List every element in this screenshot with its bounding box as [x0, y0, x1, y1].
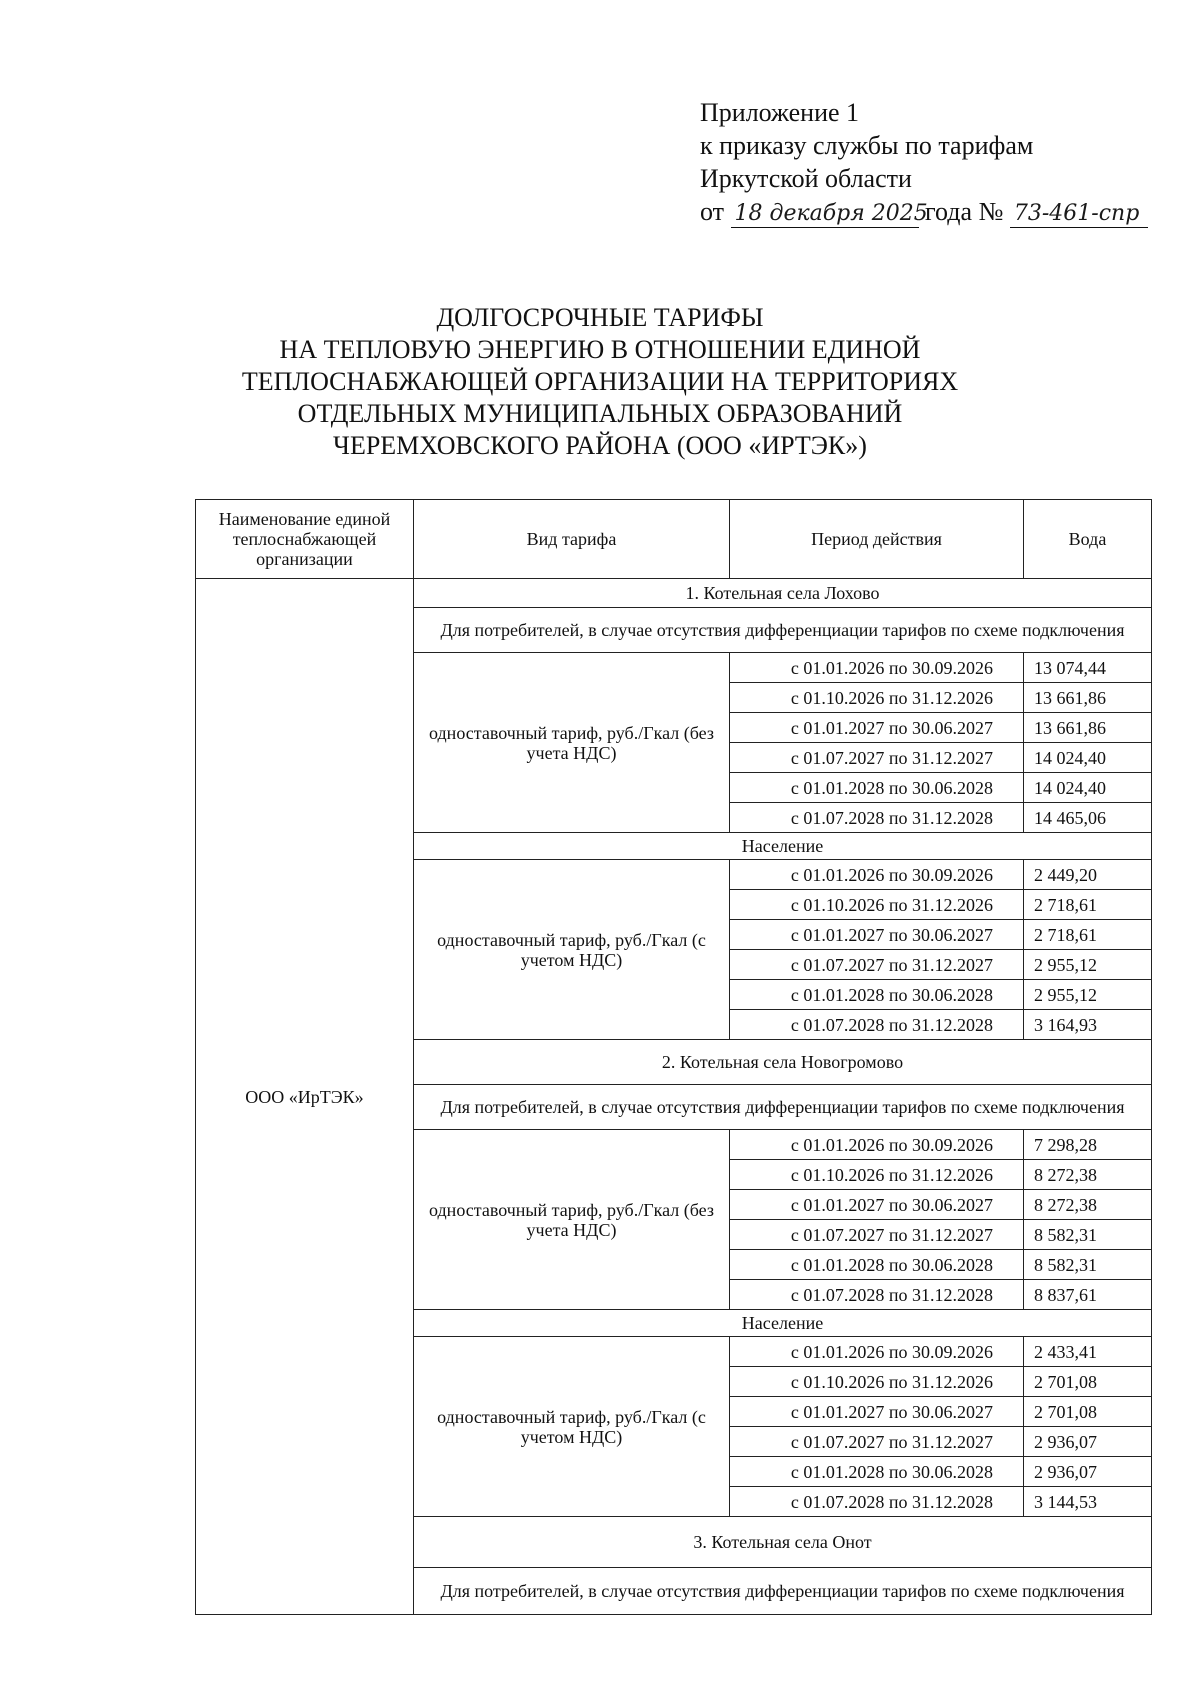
period-cell: с 01.01.2026 по 30.09.2026: [730, 1130, 1024, 1160]
period-cell: с 01.01.2026 по 30.09.2026: [730, 860, 1024, 890]
period-cell: с 01.01.2028 по 30.06.2028: [730, 980, 1024, 1010]
water-value-cell: 3 164,93: [1024, 1010, 1152, 1040]
appendix-line-3: Иркутской области: [700, 164, 912, 193]
water-value-cell: 8 837,61: [1024, 1280, 1152, 1310]
appendix-line-4: [700, 195, 1148, 228]
appendix-line-1: Приложение 1: [700, 98, 860, 127]
water-value-cell: 2 936,07: [1024, 1457, 1152, 1487]
water-value-cell: 2 955,12: [1024, 980, 1152, 1010]
title-line-5: ЧЕРЕМХОВСКОГО РАЙОНА (ООО «ИРТЭК»): [333, 431, 867, 460]
section-title: 2. Котельная села Новогромово: [414, 1040, 1152, 1085]
consumers-note: Для потребителей, в случае отсутствия дифференциации тарифов по схеме подключения: [414, 608, 1152, 653]
period-cell: с 01.10.2026 по 31.12.2026: [730, 890, 1024, 920]
section-title: 3. Котельная села Онот: [414, 1517, 1152, 1568]
water-value-cell: 2 449,20: [1024, 860, 1152, 890]
period-cell: с 01.10.2026 по 31.12.2026: [730, 683, 1024, 713]
water-value-cell: 2 701,08: [1024, 1367, 1152, 1397]
period-cell: с 01.01.2026 по 30.09.2026: [730, 653, 1024, 683]
header-org: Наименование единой теплоснабжающей организации: [196, 500, 414, 579]
period-cell: с 01.01.2028 по 30.06.2028: [730, 1250, 1024, 1280]
water-value-cell: 2 701,08: [1024, 1397, 1152, 1427]
title-line-1: ДОЛГОСРОЧНЫЕ ТАРИФЫ: [436, 303, 764, 332]
period-cell: с 01.07.2028 по 31.12.2028: [730, 1487, 1024, 1517]
handwritten-date: 18 декабря 2025: [731, 201, 919, 228]
tariff-type-incl-vat: одноставочный тариф, руб./Гкал (с учетом НДС): [414, 860, 730, 1040]
water-value-cell: 7 298,28: [1024, 1130, 1152, 1160]
period-cell: с 01.07.2027 по 31.12.2027: [730, 743, 1024, 773]
water-value-cell: 3 144,53: [1024, 1487, 1152, 1517]
header-water: Вода: [1024, 500, 1152, 579]
tariff-type-excl-vat: одноставочный тариф, руб./Гкал (без учета НДС): [414, 653, 730, 833]
period-cell: с 01.01.2027 по 30.06.2027: [730, 920, 1024, 950]
water-value-cell: 8 582,31: [1024, 1250, 1152, 1280]
period-cell: с 01.07.2028 по 31.12.2028: [730, 1010, 1024, 1040]
period-cell: с 01.01.2028 по 30.06.2028: [730, 773, 1024, 803]
period-cell: с 01.10.2026 по 31.12.2026: [730, 1367, 1024, 1397]
period-cell: с 01.07.2028 по 31.12.2028: [730, 1280, 1024, 1310]
water-value-cell: 8 582,31: [1024, 1220, 1152, 1250]
tariff-type-excl-vat: одноставочный тариф, руб./Гкал (без учета НДС): [414, 1130, 730, 1310]
section-title-row: [196, 579, 1152, 608]
title-line-2: НА ТЕПЛОВУЮ ЭНЕРГИЮ В ОТНОШЕНИИ ЕДИНОЙ: [279, 335, 921, 364]
water-value-cell: 2 936,07: [1024, 1427, 1152, 1457]
period-cell: с 01.07.2027 по 31.12.2027: [730, 1220, 1024, 1250]
water-value-cell: 8 272,38: [1024, 1160, 1152, 1190]
period-cell: с 01.01.2026 по 30.09.2026: [730, 1337, 1024, 1367]
period-cell: с 01.01.2027 по 30.06.2027: [730, 1190, 1024, 1220]
water-value-cell: 14 024,40: [1024, 743, 1152, 773]
header-period: Период действия: [730, 500, 1024, 579]
consumers-note: Для потребителей, в случае отсутствия дифференциации тарифов по схеме подключения: [414, 1568, 1152, 1615]
consumers-note: Для потребителей, в случае отсутствия дифференциации тарифов по схеме подключения: [414, 1085, 1152, 1130]
period-cell: с 01.07.2028 по 31.12.2028: [730, 803, 1024, 833]
table-header-row: [196, 500, 1152, 579]
org-name-cell: ООО «ИрТЭК»: [196, 579, 414, 1615]
appendix-line-2: к приказу службы по тарифам: [700, 131, 1034, 160]
title-line-4: ОТДЕЛЬНЫХ МУНИЦИПАЛЬНЫХ ОБРАЗОВАНИЙ: [297, 399, 903, 428]
water-value-cell: 13 074,44: [1024, 653, 1152, 683]
water-value-cell: 2 955,12: [1024, 950, 1152, 980]
water-value-cell: 2 433,41: [1024, 1337, 1152, 1367]
period-cell: с 01.07.2027 по 31.12.2027: [730, 1427, 1024, 1457]
period-cell: с 01.01.2028 по 30.06.2028: [730, 1457, 1024, 1487]
header-tariff-type: Вид тарифа: [414, 500, 730, 579]
water-value-cell: 14 024,40: [1024, 773, 1152, 803]
water-value-cell: 13 661,86: [1024, 713, 1152, 743]
water-value-cell: 14 465,06: [1024, 803, 1152, 833]
population-label: Население: [414, 1310, 1152, 1337]
title-line-3: ТЕПЛОСНАБЖАЮЩЕЙ ОРГАНИЗАЦИИ НА ТЕРРИТОРИЯХ: [241, 367, 959, 396]
water-value-cell: 8 272,38: [1024, 1190, 1152, 1220]
section-title: 1. Котельная села Лохово: [414, 579, 1152, 608]
period-cell: с 01.01.2027 по 30.06.2027: [730, 713, 1024, 743]
population-label: Население: [414, 833, 1152, 860]
water-value-cell: 2 718,61: [1024, 890, 1152, 920]
period-cell: с 01.07.2027 по 31.12.2027: [730, 950, 1024, 980]
order-number-label: года №: [925, 197, 1004, 226]
water-value-cell: 13 661,86: [1024, 683, 1152, 713]
appendix-block: [700, 96, 1148, 228]
tariff-type-incl-vat: одноставочный тариф, руб./Гкал (с учетом НДС): [414, 1337, 730, 1517]
water-value-cell: 2 718,61: [1024, 920, 1152, 950]
document-title: [0, 302, 1200, 462]
handwritten-order-number: 73-461-спр: [1010, 201, 1148, 228]
period-cell: с 01.10.2026 по 31.12.2026: [730, 1160, 1024, 1190]
date-prefix: от: [700, 197, 725, 226]
tariff-table: [195, 499, 1152, 1615]
period-cell: с 01.01.2027 по 30.06.2027: [730, 1397, 1024, 1427]
